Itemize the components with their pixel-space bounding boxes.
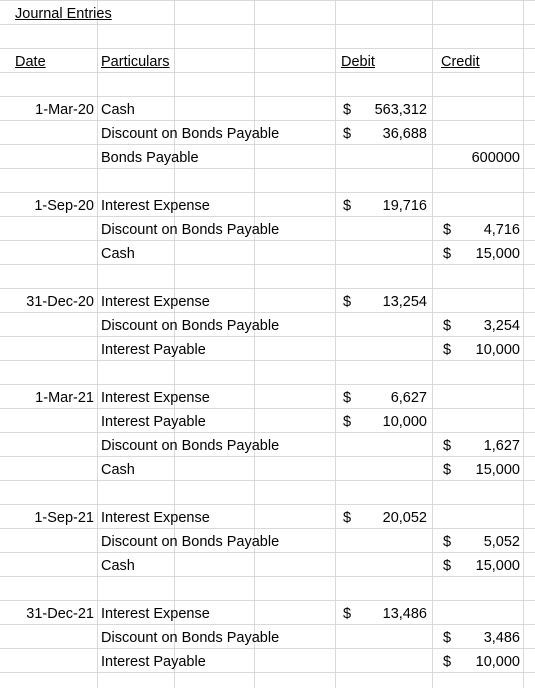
entry-date[interactable] — [0, 217, 97, 241]
credit-amount[interactable] — [457, 97, 523, 121]
credit-amount[interactable]: 3,254 — [483, 318, 520, 334]
entry-row — [0, 625, 535, 649]
entry-date[interactable]: 1-Mar-21 — [35, 390, 94, 406]
credit-currency[interactable]: $ — [443, 462, 452, 478]
debit-amount[interactable] — [357, 337, 430, 361]
header-debit[interactable]: Debit — [341, 54, 375, 70]
entry-account[interactable]: Cash — [101, 246, 135, 262]
entry-date[interactable] — [0, 121, 97, 145]
entry-row — [0, 241, 535, 265]
debit-amount[interactable]: 6,627 — [390, 390, 427, 406]
entry-account[interactable]: Interest Payable — [101, 342, 206, 358]
credit-amount[interactable] — [457, 409, 523, 433]
debit-currency[interactable] — [343, 217, 357, 241]
entry-account[interactable]: Bonds Payable — [101, 150, 199, 166]
entry-date[interactable] — [0, 241, 97, 265]
debit-currency[interactable] — [343, 433, 357, 457]
entry-account[interactable]: Cash — [101, 102, 135, 118]
entry-account[interactable]: Interest Expense — [101, 294, 210, 310]
entry-date[interactable]: 1-Sep-21 — [34, 510, 94, 526]
credit-amount[interactable]: 5,052 — [483, 534, 520, 550]
debit-currency[interactable]: $ — [343, 126, 352, 142]
credit-currency[interactable] — [443, 145, 457, 169]
entry-date[interactable] — [0, 409, 97, 433]
entry-row — [0, 145, 535, 169]
debit-amount[interactable] — [357, 241, 430, 265]
credit-currency[interactable]: $ — [443, 342, 452, 358]
credit-amount[interactable] — [457, 121, 523, 145]
entry-date[interactable] — [0, 625, 97, 649]
sheet-title[interactable]: Journal Entries — [15, 6, 112, 22]
debit-currency[interactable] — [343, 457, 357, 481]
entry-date[interactable] — [0, 433, 97, 457]
debit-amount[interactable] — [357, 433, 430, 457]
entry-account[interactable]: Discount on Bonds Payable — [101, 534, 280, 550]
credit-amount[interactable]: 10,000 — [475, 342, 520, 358]
debit-amount[interactable] — [357, 217, 430, 241]
entry-row — [0, 649, 535, 673]
entry-account[interactable]: Discount on Bonds Payable — [101, 126, 280, 142]
entry-date[interactable]: 1-Mar-20 — [35, 102, 94, 118]
entry-account[interactable]: Interest Expense — [101, 606, 210, 622]
debit-amount[interactable]: 563,312 — [374, 102, 427, 118]
debit-amount[interactable]: 13,486 — [382, 606, 427, 622]
debit-currency[interactable] — [343, 145, 357, 169]
credit-amount[interactable]: 3,486 — [483, 630, 520, 646]
entry-date[interactable] — [0, 529, 97, 553]
debit-amount[interactable] — [357, 625, 430, 649]
credit-amount[interactable] — [457, 601, 523, 625]
entry-row — [0, 601, 535, 625]
entry-date[interactable] — [0, 145, 97, 169]
credit-amount[interactable] — [457, 385, 523, 409]
credit-amount[interactable] — [457, 193, 523, 217]
debit-amount[interactable]: 36,688 — [382, 126, 427, 142]
debit-amount[interactable] — [357, 553, 430, 577]
debit-currency[interactable] — [343, 553, 357, 577]
debit-amount[interactable]: 10,000 — [382, 414, 427, 430]
debit-amount[interactable]: 20,052 — [382, 510, 427, 526]
entry-row — [0, 289, 535, 313]
entry-row — [0, 193, 535, 217]
debit-amount[interactable]: 19,716 — [382, 198, 427, 214]
credit-amount[interactable]: 1,627 — [483, 438, 520, 454]
header-date[interactable]: Date — [15, 54, 46, 70]
debit-currency[interactable]: $ — [343, 198, 352, 214]
credit-currency[interactable]: $ — [443, 246, 452, 262]
credit-amount[interactable]: 15,000 — [475, 462, 520, 478]
debit-currency[interactable]: $ — [343, 390, 352, 406]
entry-row — [0, 409, 535, 433]
credit-currency[interactable] — [443, 385, 457, 409]
debit-currency[interactable] — [343, 649, 357, 673]
header-credit[interactable]: Credit — [441, 54, 480, 70]
credit-currency[interactable]: $ — [443, 318, 452, 334]
header-row — [0, 49, 535, 73]
debit-currency[interactable]: $ — [343, 102, 352, 118]
debit-currency[interactable]: $ — [343, 414, 352, 430]
entry-date[interactable] — [0, 553, 97, 577]
entry-date[interactable]: 31-Dec-20 — [26, 294, 94, 310]
entry-row — [0, 97, 535, 121]
credit-currency[interactable] — [443, 409, 457, 433]
entry-row — [0, 433, 535, 457]
entry-date[interactable] — [0, 337, 97, 361]
title-row — [0, 1, 535, 25]
header-particulars[interactable]: Particulars — [101, 54, 170, 70]
credit-currency[interactable]: $ — [443, 654, 452, 670]
credit-amount[interactable] — [457, 505, 523, 529]
entry-row — [0, 217, 535, 241]
entry-row — [0, 313, 535, 337]
credit-amount[interactable]: 15,000 — [475, 246, 520, 262]
entry-date[interactable] — [0, 313, 97, 337]
credit-amount[interactable]: 15,000 — [475, 558, 520, 574]
entry-row — [0, 553, 535, 577]
credit-currency[interactable] — [443, 289, 457, 313]
credit-currency[interactable] — [443, 97, 457, 121]
entry-account[interactable]: Cash — [101, 462, 135, 478]
debit-currency[interactable]: $ — [343, 510, 352, 526]
debit-currency[interactable]: $ — [343, 294, 352, 310]
entry-account[interactable]: Discount on Bonds Payable — [101, 438, 280, 454]
entry-row — [0, 529, 535, 553]
debit-currency[interactable] — [343, 313, 357, 337]
entry-row — [0, 505, 535, 529]
entry-row — [0, 385, 535, 409]
debit-currency[interactable] — [343, 529, 357, 553]
entry-account[interactable]: Cash — [101, 558, 135, 574]
debit-amount[interactable] — [357, 145, 430, 169]
entry-date[interactable] — [0, 649, 97, 673]
credit-currency[interactable]: $ — [443, 534, 452, 550]
credit-currency[interactable]: $ — [443, 558, 452, 574]
credit-amount[interactable] — [457, 289, 523, 313]
entry-row — [0, 457, 535, 481]
entry-date[interactable]: 1-Sep-20 — [34, 198, 94, 214]
debit-amount[interactable] — [357, 457, 430, 481]
entry-account[interactable]: Interest Expense — [101, 510, 210, 526]
credit-currency[interactable]: $ — [443, 438, 452, 454]
credit-currency[interactable]: $ — [443, 630, 452, 646]
entry-account[interactable]: Discount on Bonds Payable — [101, 222, 280, 238]
entry-row — [0, 337, 535, 361]
entry-account[interactable]: Interest Payable — [101, 654, 206, 670]
entry-account[interactable]: Discount on Bonds Payable — [101, 318, 280, 334]
entry-account[interactable]: Interest Payable — [101, 414, 206, 430]
debit-currency[interactable] — [343, 337, 357, 361]
credit-currency[interactable] — [443, 121, 457, 145]
credit-currency[interactable] — [443, 601, 457, 625]
entry-row — [0, 121, 535, 145]
debit-amount[interactable]: 13,254 — [382, 294, 427, 310]
credit-amount[interactable]: 4,716 — [483, 222, 520, 238]
debit-currency[interactable] — [343, 241, 357, 265]
debit-currency[interactable] — [343, 625, 357, 649]
debit-amount[interactable] — [357, 649, 430, 673]
credit-amount[interactable]: 600000 — [471, 150, 520, 166]
debit-currency[interactable]: $ — [343, 606, 352, 622]
entry-account[interactable]: Discount on Bonds Payable — [101, 630, 280, 646]
credit-currency[interactable] — [443, 505, 457, 529]
entry-account[interactable]: Interest Expense — [101, 390, 210, 406]
debit-amount[interactable] — [357, 313, 430, 337]
entry-date[interactable]: 31-Dec-21 — [26, 606, 94, 622]
entry-date[interactable] — [0, 457, 97, 481]
debit-amount[interactable] — [357, 529, 430, 553]
credit-currency[interactable]: $ — [443, 222, 452, 238]
credit-amount[interactable]: 10,000 — [475, 654, 520, 670]
entry-account[interactable]: Interest Expense — [101, 198, 210, 214]
credit-currency[interactable] — [443, 193, 457, 217]
